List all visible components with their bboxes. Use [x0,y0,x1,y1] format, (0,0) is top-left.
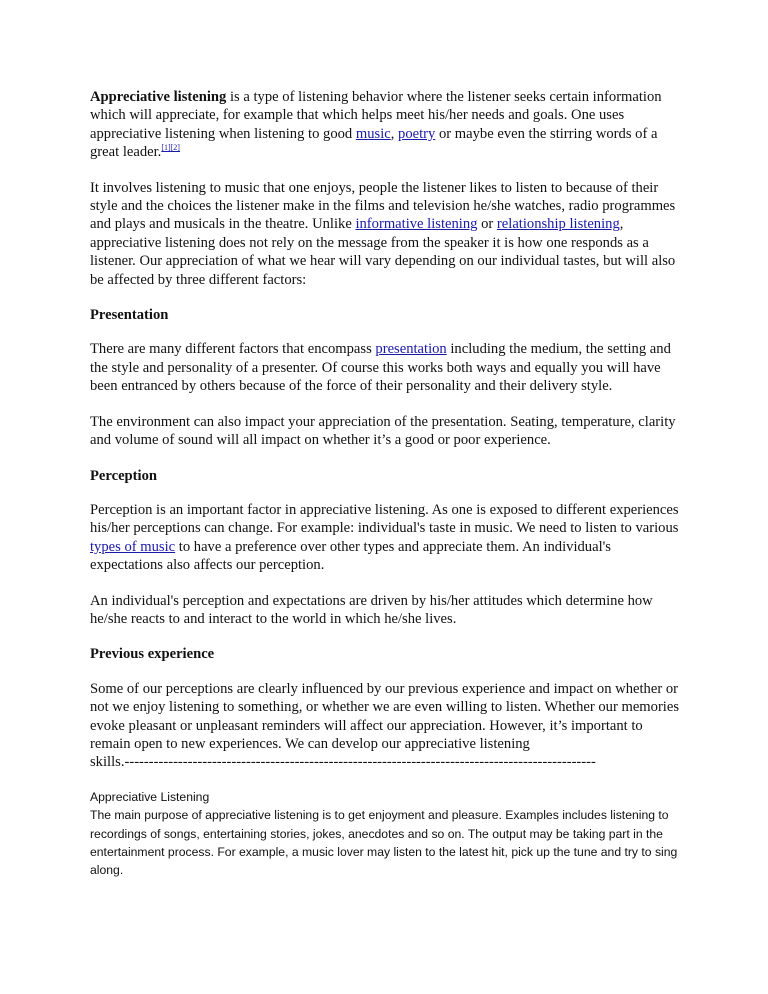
document-page [90,88,686,880]
presentation-text-1: There are many different factors that encompass [90,341,376,358]
perception-text-1: Perception is an important factor in appreciative listening. As one is exposed to different experiences his/her perceptions can change. For example: individual's taste in music. We need to listen to various [90,501,679,537]
dash-separator: ------------------------------------------------------------------------------------------------- [124,754,596,771]
informative-listening-link[interactable]: informative listening [355,216,478,233]
perception-text-2: to have a preference over other types and appreciate them. An individual's expectations also affects our perception. [90,538,611,574]
intro-text-2: or maybe even the stirring words of a great leader. [90,125,658,161]
poetry-link[interactable]: poetry [398,125,436,142]
factors-paragraph [90,179,686,289]
note-title: Appreciative Listening [90,789,210,804]
presentation-link[interactable]: presentation [375,341,447,358]
perception-paragraph-2: An individual's perception and expectations are driven by his/her attitudes which determine how he/she reacts to and interact to the world in which he/she lives. [90,592,653,627]
types-of-music-link[interactable]: types of music [90,538,176,555]
previous-experience-heading: Previous experience [90,646,215,663]
factors-text-1: It involves listening to music that one enjoys, people the listener likes to listen to because of their style and the choices the listener make in the films and television he/she watches, radio programmes and plays and musicals in the theatre. Unlike [90,179,676,233]
previous-experience-text: Some of our perceptions are clearly influenced by our previous experience and impact on whether or not we enjoy listening to something, or whether we are even willing to listen. Whether our memories evoke pleasant or unpleasant reminders will affect our appreciation. However, it’s important to remain open to new experiences. We can develop our appreciative listening skills. [90,680,680,771]
intro-paragraph [90,88,686,162]
music-link[interactable]: music [355,125,391,142]
factors-text-2: or [477,216,497,233]
presentation-text-2: including the medium, the setting and the style and personality of a presenter. Of course this works both ways and equally you will have been entranced by others because of the force of their personality and their delivery style. [90,341,671,395]
presentation-paragraph-1 [90,340,686,395]
relationship-listening-link[interactable]: relationship listening [496,216,620,233]
perception-heading: Perception [90,467,158,484]
citation-1-link[interactable]: [1] [161,143,171,153]
presentation-paragraph-2: The environment can also impact your appreciation of the presentation. Seating, temperature, clarity and volume of sound will all impact on whether it’s a good or poor experience. [90,413,676,449]
intro-text-1: is a type of listening behavior where the listener seeks certain information which will appreciate, for example that which helps meet his/her needs and goals. One uses appreciative listening when listening to good [90,89,662,142]
citation-refs [161,143,180,152]
intro-separator: , [390,125,399,142]
factors-text-3: , appreciative listening does not rely on the message from the speaker it is how one responds as a listener. Our appreciation of what we hear will vary depending on our individual tastes, but will also be affected by three different factors: [90,216,676,288]
note-body: The main purpose of appreciative listening is to get enjoyment and pleasure. Examples includes listening to recordings of songs, entertaining stories, jokes, anecdotes and so on. The output may be taking part in the entertainment process. For example, a music lover may listen to the latest hit, pick up the tune and try to sing along. [90,808,678,878]
previous-experience-paragraph [90,680,686,772]
perception-paragraph-1 [90,501,686,575]
citation-2-link[interactable]: [2] [170,143,180,153]
intro-term: Appreciative listening [90,89,227,105]
presentation-heading: Presentation [90,307,169,324]
